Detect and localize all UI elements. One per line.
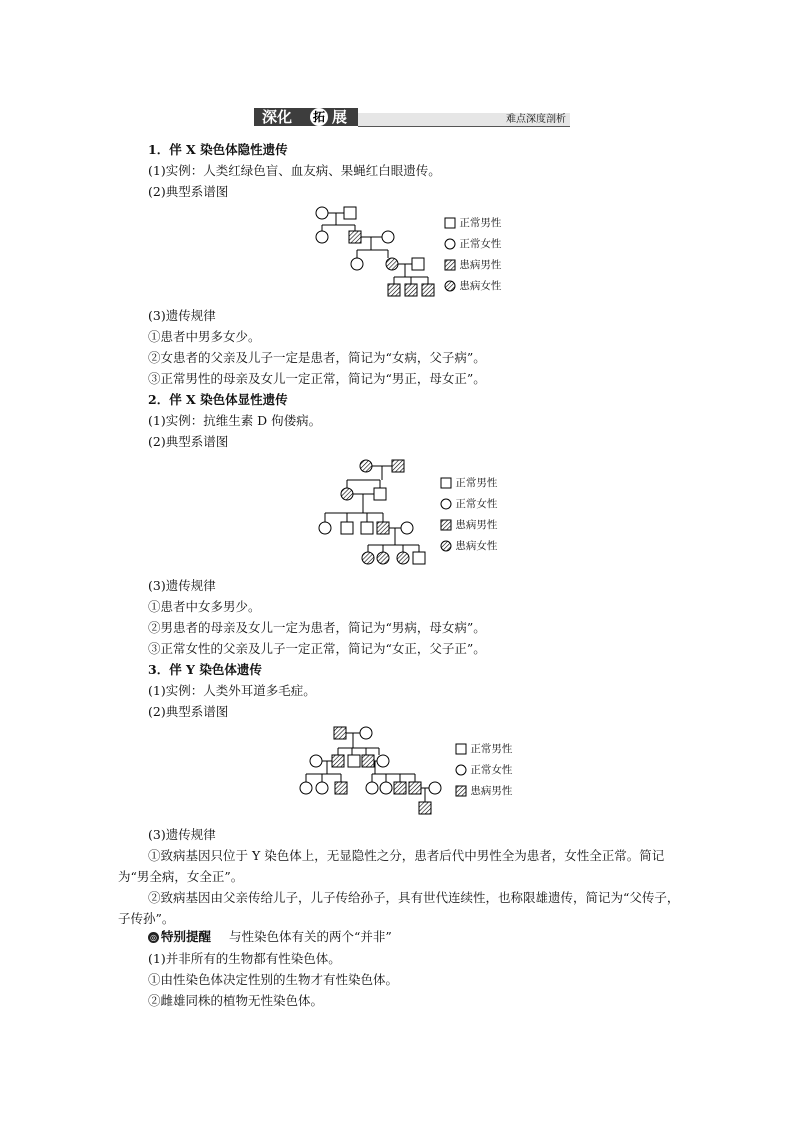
legend2-affected-female-label: 患病女性: [455, 540, 498, 552]
section2-rule-label: (3)遗传规律: [148, 578, 216, 593]
legend1-affected-female: [444, 279, 501, 293]
normal-male-icon: [440, 477, 452, 489]
legend-3: [455, 742, 535, 804]
banner-title-part1: 深化: [262, 108, 293, 126]
normal-female-icon: [440, 498, 452, 510]
legend3-normal-male-label: 正常男性: [470, 743, 513, 755]
legend1-normal-female-label: 正常女性: [459, 238, 502, 250]
legend2-affected-male-label: 患病男性: [455, 519, 498, 531]
legend3-normal-female: [455, 763, 512, 777]
tip-line-1: (1)并非所有的生物都有性染色体。: [148, 951, 341, 966]
tip-icon: ◎: [148, 932, 159, 943]
legend2-affected-male: [440, 518, 497, 532]
section1-rule-2: ②女患者的父亲及儿子一定是患者，简记为“女病，父子病”。: [148, 350, 486, 365]
pedigree-x-dominant: [310, 455, 440, 570]
section-banner: [254, 108, 570, 126]
legend3-normal-male: [455, 742, 512, 756]
section1-pedigree-label: (2)典型系谱图: [148, 184, 229, 199]
normal-male-icon: [444, 217, 456, 229]
section2-rule-1: ①患者中女多男少。: [148, 599, 261, 614]
section2-rule-3: ③正常女性的父亲及儿子一定正常，简记为“女正，父子正”。: [148, 641, 486, 656]
section1-rule-3: ③正常男性的母亲及女儿一定正常，简记为“男正，母女正”。: [148, 371, 486, 386]
banner-circle-char: 拓: [310, 108, 328, 126]
affected-male-icon: [444, 259, 456, 271]
affected-female-icon: [444, 280, 456, 292]
affected-male-icon: [440, 519, 452, 531]
section2-rule-2: ②男患者的母亲及女儿一定为患者，简记为“男病，母女病”。: [148, 620, 486, 635]
banner-light-strip: [358, 113, 570, 127]
section1-example: (1)实例：人类红绿色盲、血友病、果蝇红白眼遗传。: [148, 163, 441, 178]
section3-pedigree-label: (2)典型系谱图: [148, 704, 229, 719]
legend1-normal-male: [444, 216, 501, 230]
section1-title: 1．伴 X 染色体隐性遗传: [148, 142, 288, 157]
section1-rule-label: (3)遗传规律: [148, 308, 216, 323]
section2-pedigree-label: (2)典型系谱图: [148, 434, 229, 449]
legend1-normal-male-label: 正常男性: [459, 217, 502, 229]
legend2-normal-male-label: 正常男性: [455, 477, 498, 489]
section3-rule-2: ②致病基因由父亲传给儿子，儿子传给孙子，具有世代连续性，也称限雄遗传，简记为“父传子，子传孙”。: [118, 890, 680, 926]
legend-1: [444, 216, 524, 300]
affected-male-icon: [455, 785, 467, 797]
tip-heading: 与性染色体有关的两个“并非”: [228, 929, 392, 944]
legend2-normal-male: [440, 476, 497, 490]
legend2-affected-female: [440, 539, 497, 553]
normal-female-icon: [455, 764, 467, 776]
banner-title-part2: 展: [332, 108, 348, 126]
tip-label: 特别提醒: [161, 929, 212, 944]
section3-rule-label: (3)遗传规律: [148, 827, 216, 842]
legend1-normal-female: [444, 237, 501, 251]
legend3-affected-male-label: 患病男性: [470, 785, 513, 797]
section3-example: (1)实例：人类外耳道多毛症。: [148, 683, 316, 698]
legend-2: [440, 476, 520, 560]
normal-female-icon: [444, 238, 456, 250]
section3-title: 3．伴 Y 染色体遗传: [148, 662, 262, 677]
tip-heading-row: [148, 929, 392, 945]
affected-female-icon: [440, 540, 452, 552]
legend1-affected-male: [444, 258, 501, 272]
normal-male-icon: [455, 743, 467, 755]
tip-line-3: ②雌雄同株的植物无性染色体。: [148, 993, 324, 1008]
pedigree-x-recessive: [300, 200, 450, 300]
legend1-affected-male-label: 患病男性: [459, 259, 502, 271]
section2-title: 2．伴 X 染色体显性遗传: [148, 392, 288, 407]
pedigree-y-linked: [296, 722, 446, 822]
section2-example: (1)实例：抗维生素 D 佝偻病。: [148, 413, 322, 428]
legend3-normal-female-label: 正常女性: [470, 764, 513, 776]
legend3-affected-male: [455, 784, 512, 798]
legend2-normal-female-label: 正常女性: [455, 498, 498, 510]
legend1-affected-female-label: 患病女性: [459, 280, 502, 292]
tip-line-2: ①由性染色体决定性别的生物才有性染色体。: [148, 972, 399, 987]
section1-rule-1: ①患者中男多女少。: [148, 329, 261, 344]
banner-subtitle: 难点深度剖析: [506, 114, 566, 125]
legend2-normal-female: [440, 497, 497, 511]
section3-rule-1: ①致病基因只位于 Y 染色体上，无显隐性之分，患者后代中男性全为患者，女性全正常。简记为“男全病，女全正”。: [118, 848, 665, 884]
